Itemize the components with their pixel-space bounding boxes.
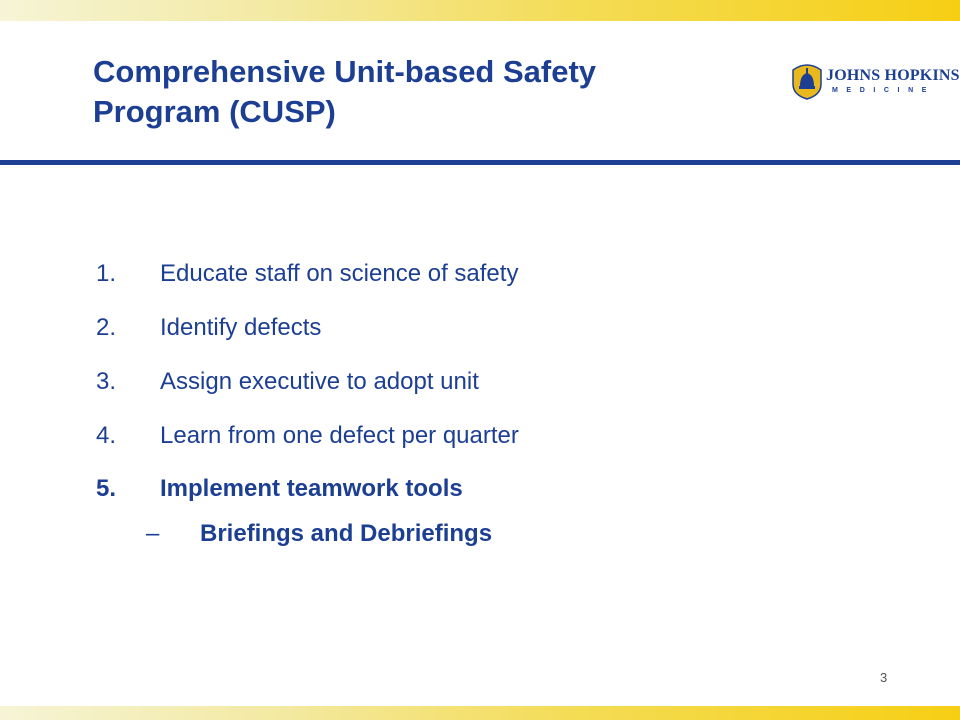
list-item-number: 1. (96, 260, 117, 287)
list-item-number: 5. (96, 475, 117, 502)
list-item-text: Implement teamwork tools (160, 475, 463, 502)
page-number: 3 (880, 670, 888, 685)
logo-subtitle: MEDICINE (832, 87, 936, 94)
top-accent-band (0, 0, 960, 21)
dome-shield-icon (790, 62, 824, 100)
list-item-text: Learn from one defect per quarter (160, 422, 519, 449)
sub-item-dash: – (146, 520, 160, 547)
list-item-number: 2. (96, 314, 117, 341)
list-item-number: 4. (96, 422, 117, 449)
slide-title-line-2: Program (CUSP) (93, 94, 336, 129)
list-item-text: Identify defects (160, 314, 322, 341)
list-item-text: Educate staff on science of safety (160, 260, 519, 287)
slide-title-line-1: Comprehensive Unit-based Safety (93, 54, 597, 89)
logo-wordmark: JOHNS HOPKINS (826, 67, 960, 84)
list-item-text: Assign executive to adopt unit (160, 368, 479, 395)
title-divider (0, 160, 960, 165)
sub-item-text: Briefings and Debriefings (200, 520, 493, 547)
johns-hopkins-logo (790, 62, 960, 102)
bottom-accent-band (0, 706, 960, 720)
list-item-number: 3. (96, 368, 117, 395)
slide-title (93, 52, 753, 132)
